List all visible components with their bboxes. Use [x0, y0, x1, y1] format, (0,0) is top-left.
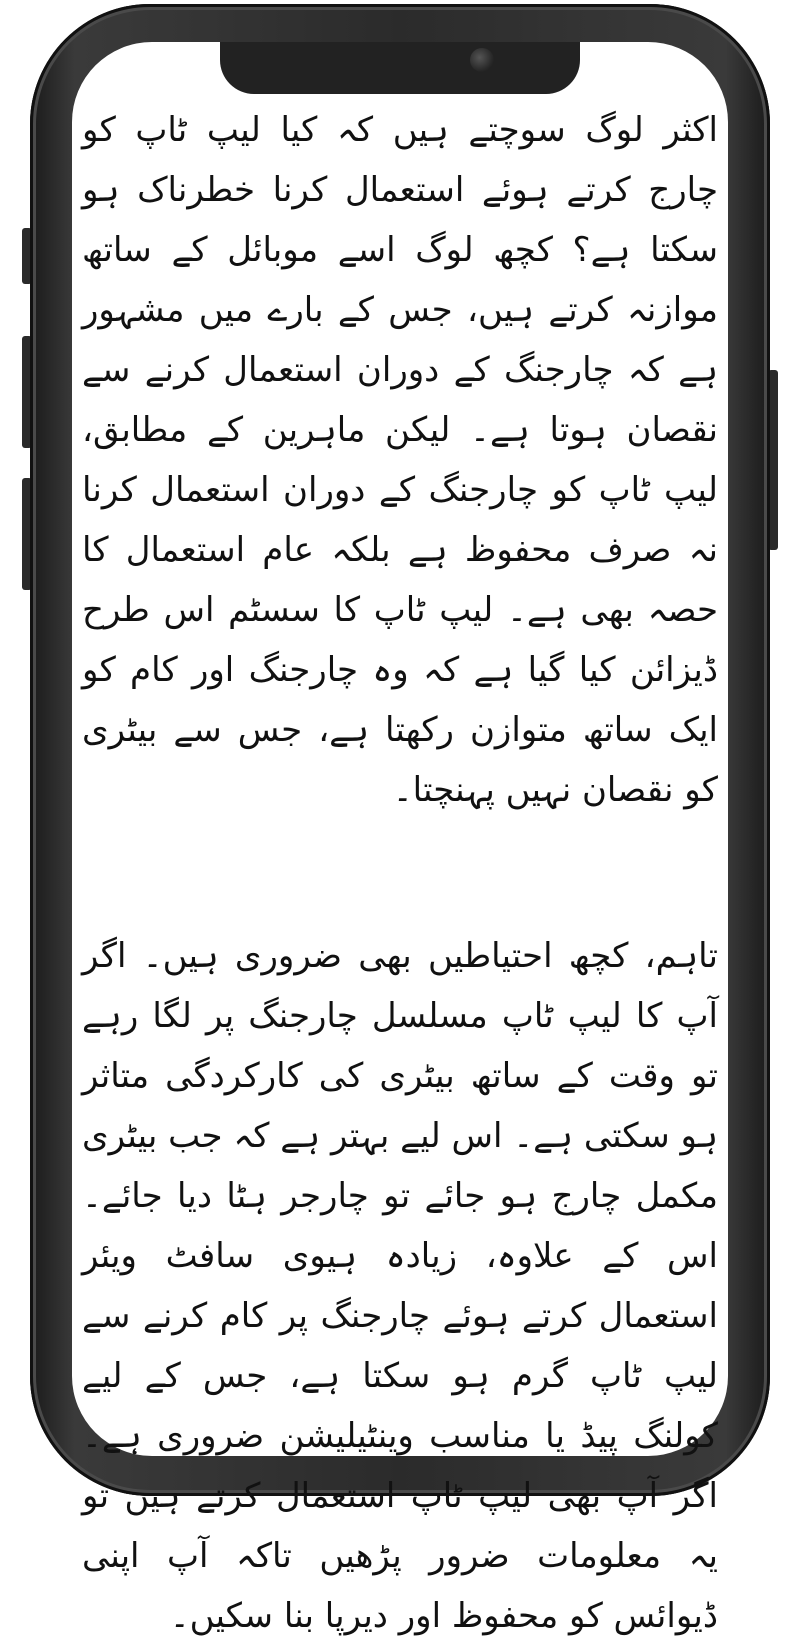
paragraph-spacer [82, 820, 718, 926]
notch [220, 42, 580, 94]
article-body [78, 100, 722, 1636]
front-camera-icon [470, 48, 494, 72]
article-paragraph-2: تاہم، کچھ احتیاطیں بھی ضروری ہیں۔ اگر آپ کا لیپ ٹاپ مسلسل چارجنگ پر لگا رہے تو وقت کے ساتھ بیٹری کی کارکردگی متاثر ہو سکتی ہے۔ اس لیے بہتر ہے کہ جب بیٹری مکمل چارج ہو جائے تو چارجر ہٹا دیا جائے۔ اس کے علاوہ، زیادہ ہیوی سافٹ ویئر استعمال کرتے ہوئے چارجنگ پر کام کرنے سے لیپ ٹاپ گرم ہو سکتا ہے، جس کے لیے کولنگ پیڈ یا مناسب وینٹیلیشن ضروری ہے۔ اگر آپ بھی لیپ ٹاپ استعمال کرتے ہیں تو یہ معلومات ضرور پڑھیں تاکہ آپ اپنی ڈیوائس کو محفوظ اور دیرپا بنا سکیں۔ [82, 936, 718, 1636]
article-paragraph-1: اکثر لوگ سوچتے ہیں کہ کیا لیپ ٹاپ کو چارج کرتے ہوئے استعمال کرنا خطرناک ہو سکتا ہے؟ کچھ لوگ اسے موبائل کے ساتھ موازنہ کرتے ہیں، جس کے بارے میں مشہور ہے کہ چارجنگ کے دوران استعمال کرنے سے نقصان ہوتا ہے۔ لیکن ماہرین کے مطابق، لیپ ٹاپ کو چارجنگ کے دوران استعمال کرنا نہ صرف محفوظ ہے بلکہ عام استعمال کا حصہ بھی ہے۔ لیپ ٹاپ کا سسٹم اس طرح ڈیزائن کیا گیا ہے کہ وہ چارجنگ اور کام کو ایک ساتھ متوازن رکھتا ہے، جس سے بیٹری کو نقصان نہیں پہنچتا۔ [82, 110, 718, 810]
